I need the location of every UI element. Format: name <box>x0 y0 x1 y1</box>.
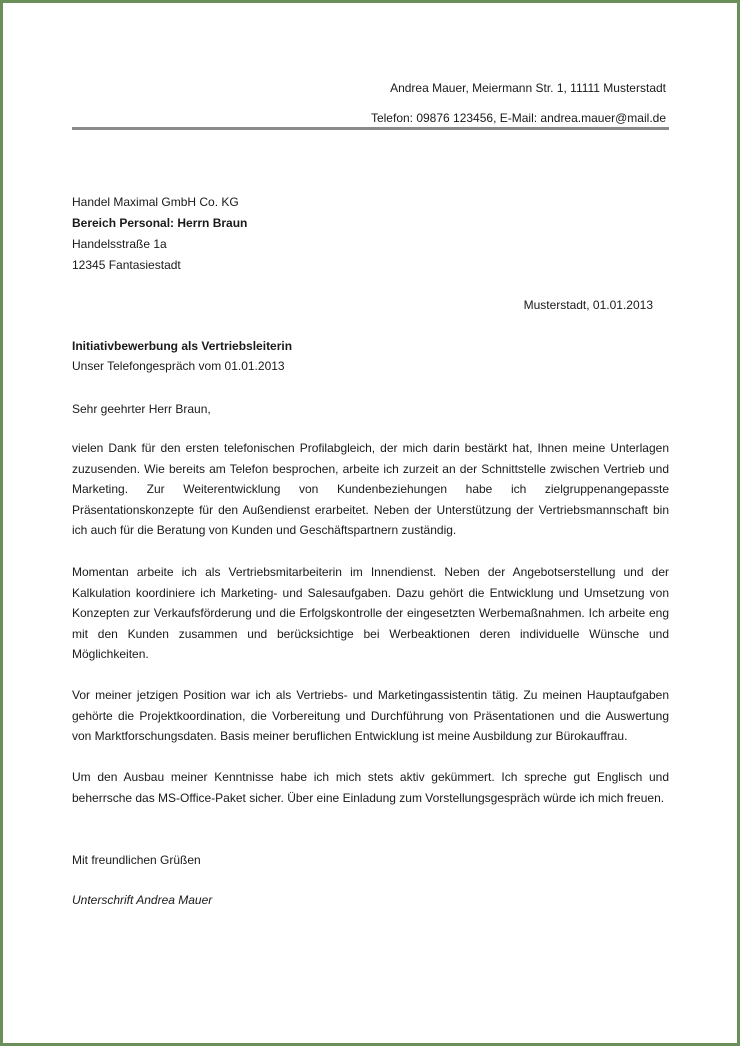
sender-contact: Telefon: 09876 123456, E-Mail: andrea.mauer@mail.de <box>370 111 666 125</box>
recipient-city: 12345 Fantasiestadt <box>72 258 181 272</box>
recipient-street: Handelsstraße 1a <box>72 237 167 251</box>
body-paragraph-2: Momentan arbeite ich als Vertriebsmitarbeiterin im Innendienst. Neben der Angebotserstellung und der Kalkulation koordiniere ich Marketing- und Salesaufgaben. Dazu gehört die Entwicklung und Umsetzung von Konzepten zur Verkaufsförderung und die Erfolgskontrolle der eingesetzten Werbemaßnahmen. Ich arbeite eng mit den Kunden zusammen und berücksichtige bei Werbeaktionen deren individuelle Wünsche und Möglichkeiten. <box>72 565 669 662</box>
body-paragraph-3: Vor meiner jetzigen Position war ich als Vertriebs- und Marketingassistentin tätig. Zu meinen Hauptaufgaben gehörte die Projektkoordination, die Vorbereitung und Durchführung von Präsentationen und die Auswertung von Marktforschungsdaten. Basis meiner beruflichen Entwicklung ist meine Ausbildung zur Bürokauffrau. <box>72 688 669 744</box>
body-paragraph-4: Um den Ausbau meiner Kenntnisse habe ich mich stets aktiv gekümmert. Ich spreche gut Englisch und beherrsche das MS-Office-Paket sicher. Über eine Einladung zum Vorstellungsgespräch würde ich mich freuen. <box>72 770 669 805</box>
letter-date: Musterstadt, 01.01.2013 <box>523 298 653 312</box>
signature: Unterschrift Andrea Mauer <box>72 893 213 907</box>
body-paragraph-1: vielen Dank für den ersten telefonischen Profilabgleich, der mich darin bestärkt hat, Ihnen meine Unterlagen zuzusenden. Wie bereits am Telefon besprochen, arbeite ich zurzeit an der Schnittstelle zwischen Vertrieb und Marketing. Zur Weiterentwicklung von Kundenbeziehungen habe ich zielgruppenangepasste Präsentationskonzepte für den Außendienst erarbeitet. Neben der Unterstützung der Vertriebsmannschaft bin ich auch für die Beratung von Kunden und Geschäftspartnern zuständig. <box>72 441 669 538</box>
letter-subject: Initiativbewerbung als Vertriebsleiterin <box>72 339 293 353</box>
letter-reference: Unser Telefongespräch vom 01.01.2013 <box>72 359 285 373</box>
recipient-company: Handel Maximal GmbH Co. KG <box>72 195 239 209</box>
closing: Mit freundlichen Grüßen <box>72 853 201 867</box>
letter-page <box>3 3 737 1043</box>
recipient-department: Bereich Personal: Herrn Braun <box>72 216 248 230</box>
header-divider <box>72 127 669 130</box>
sender-address: Andrea Mauer, Meiermann Str. 1, 11111 Musterstadt <box>390 81 666 95</box>
salutation: Sehr geehrter Herr Braun, <box>72 402 211 416</box>
